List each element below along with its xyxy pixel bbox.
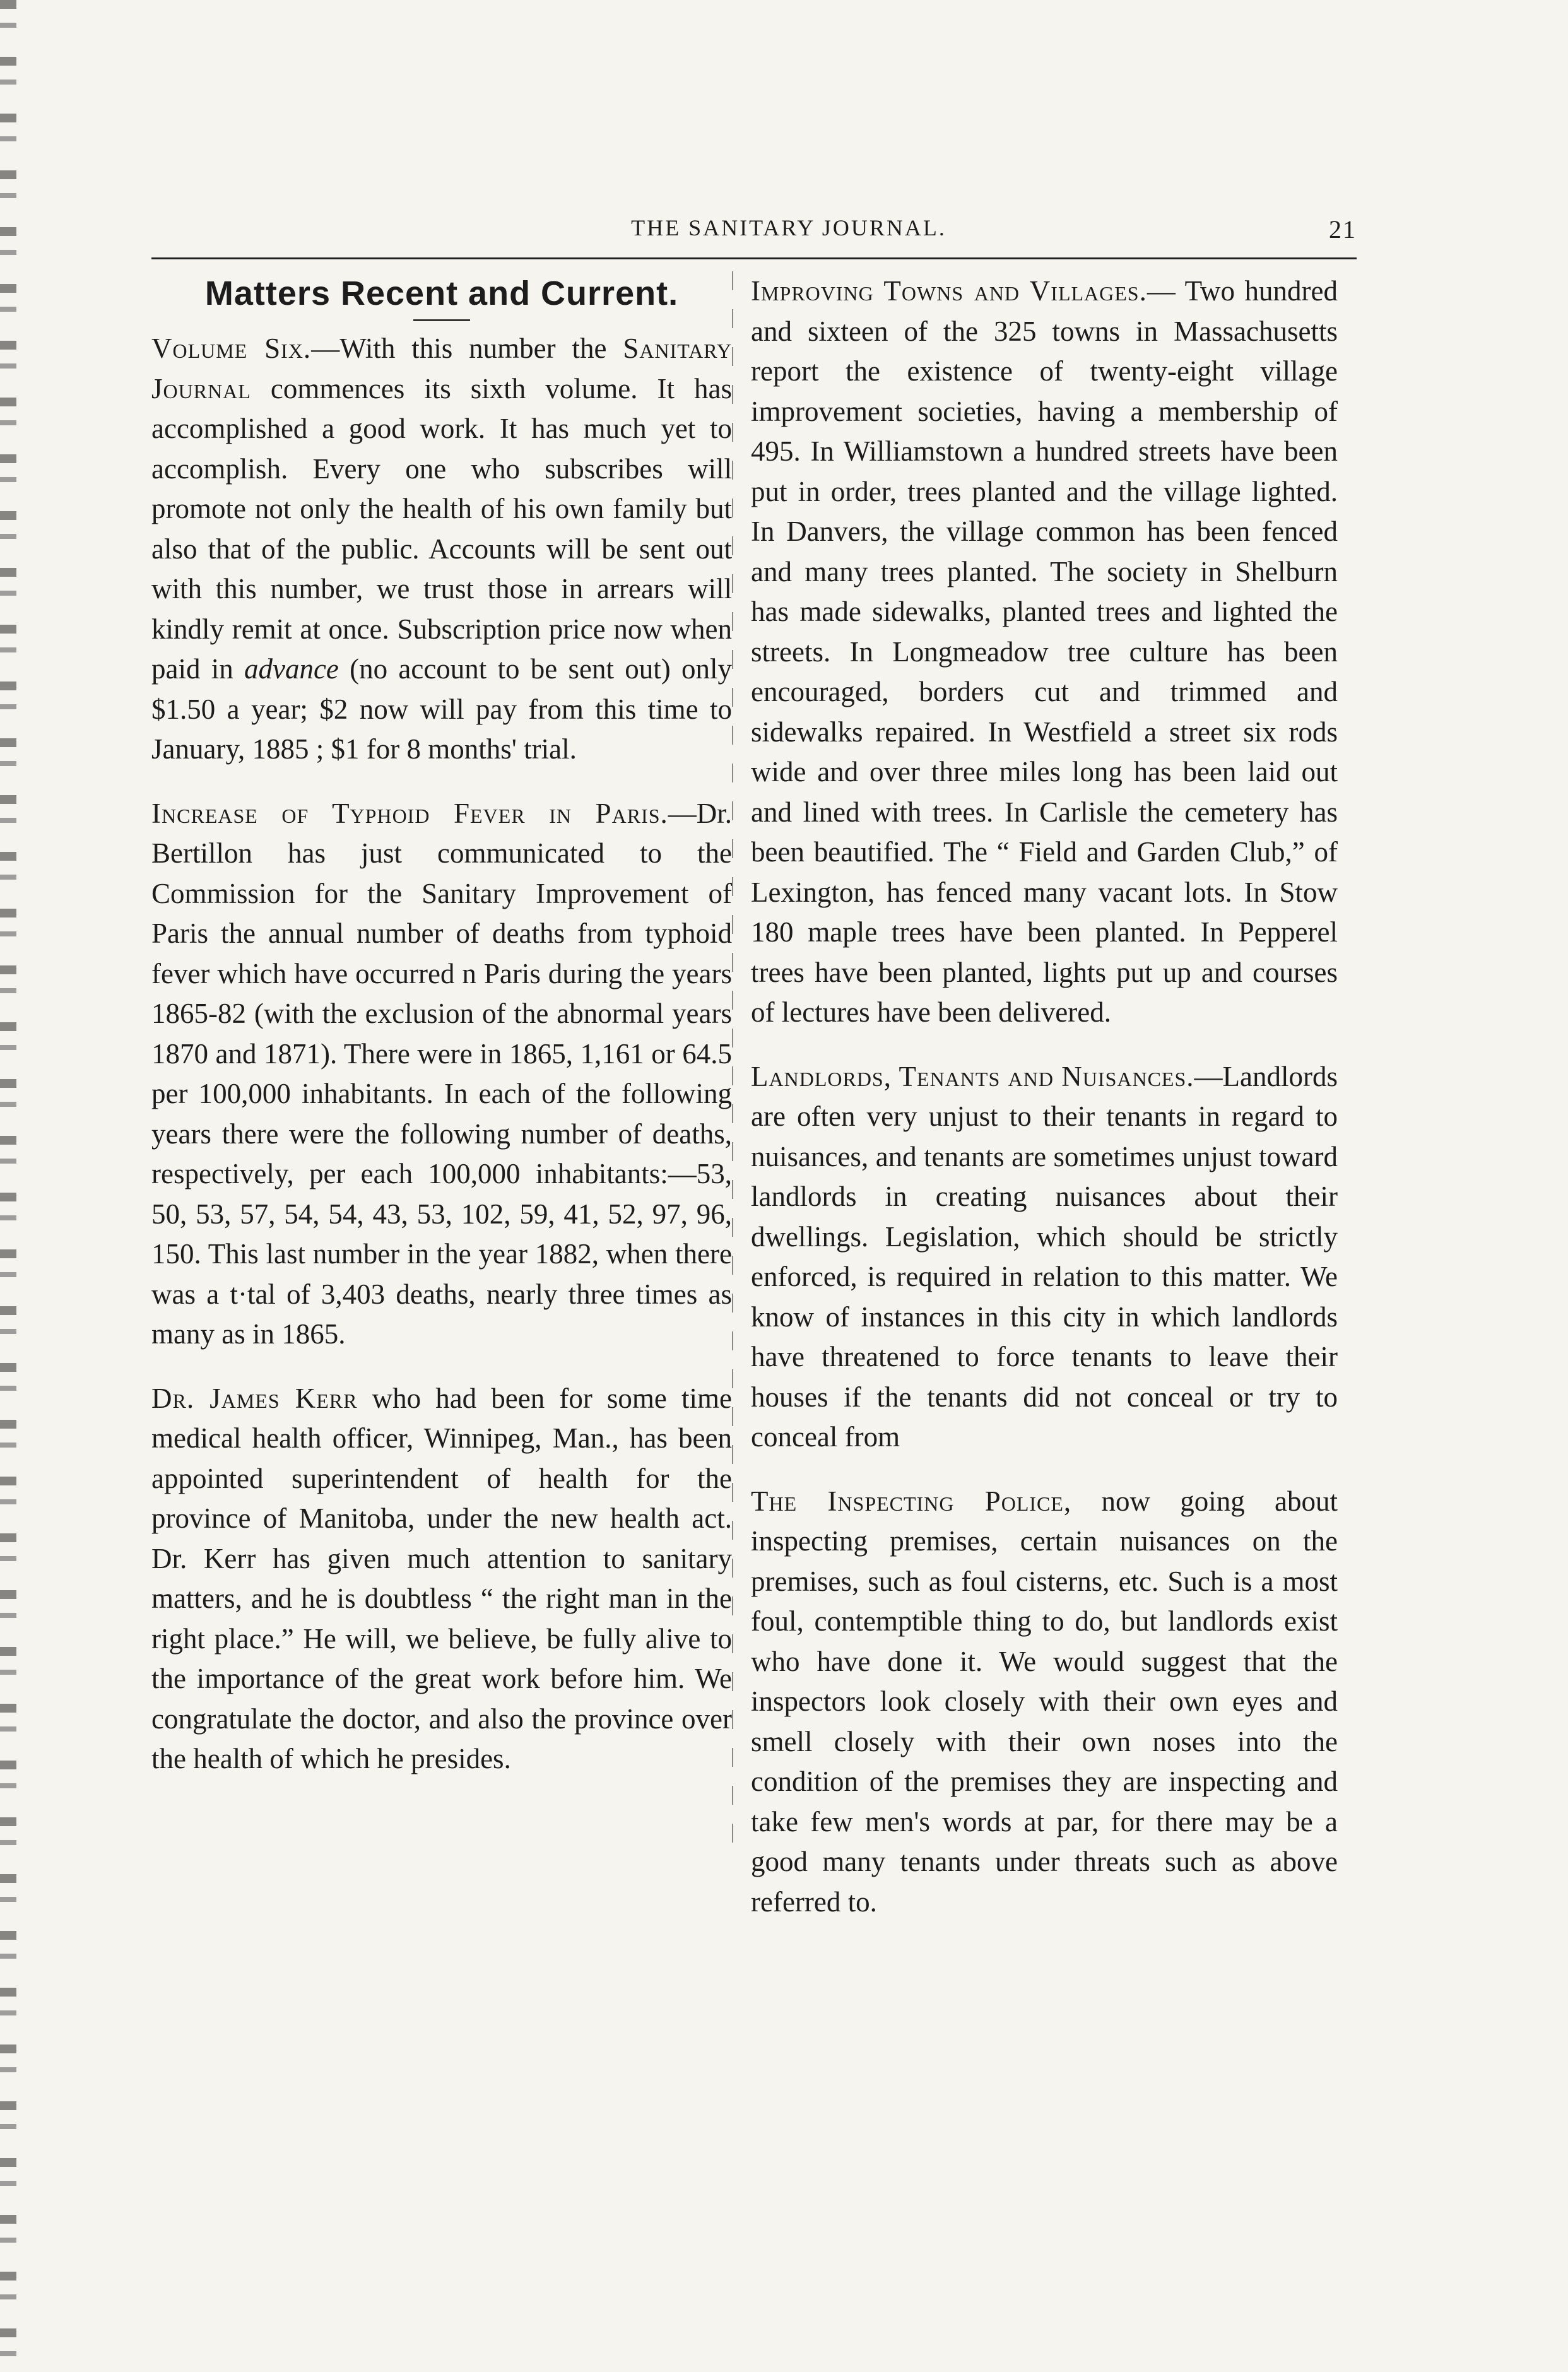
paragraph-lead: The Inspecting Police, [751,1485,1072,1517]
paragraph-volume-six [151,329,732,770]
paragraph-james-kerr [151,1379,732,1779]
paragraph-lead: Landlords, Tenants and Nuisances. [751,1060,1194,1092]
paragraph-text: —Dr. Bertillon has just communicated to the Commission for the Sanitary Improvement of Paris the annual number of deaths from typhoid fever which have occurred n Paris during the years 1865-82 (with the exclusion of the abnormal years 1870 and 1871). There were in 1865, 1,161 or 64.5 per 100,000 inhabitants. In each of the following years there were the following number of deaths, respectively, per each 100,000 inhabitants:—53, 50, 53, 57, 54, 54, 43, 53, 102, 59, 41, 52, 97, 96, 150. This last number in the year 1882, when there was a t·tal of 3,403 deaths, nearly three times as many as in 1865. [151,797,732,1350]
binding-edge [0,0,16,2372]
right-column [751,271,1338,1946]
paragraph-lead: Improving Towns and Villages. [751,275,1147,307]
column-divider [732,271,733,1849]
paragraph-lead: Increase of Typhoid Fever in Paris. [151,797,668,829]
paragraph-text: who had been for some time medical health officer, Winnipeg, Man., has been appointed superintendent of health for the province of Manitoba, under the new health act. Dr. Kerr has given much attention to sanitary matters, and he is doubtless “ the right man in the right place.” He will, we believe, be fully alive to the importance of the great work before him. We congratulate the doctor, and also the province over the health of which he presides. [151,1382,732,1774]
paragraph-improving-towns [751,271,1338,1033]
paragraph-text: (no account to be sent out) only $1.50 a year; $2 now will pay from this time to January, 1885 ; $1 for 8 months' trial. [151,653,732,765]
journal-name: Sanitary Journal [151,333,732,404]
running-title: THE SANITARY JOURNAL. [631,215,946,240]
paragraph-lead: Dr. James Kerr [151,1382,358,1414]
paragraph-lead: Volume Six. [151,333,312,364]
paragraph-text: — Two hundred and sixteen of the 325 towns in Massachusetts report the existence of twenty-eight village improvement societies, having a membership of 495. In Williamstown a hundred streets have been put in order, trees planted and the village lighted. In Danvers, the village common has been fenced and many trees planted. The society in Shelburn has made sidewalks, planted trees and lighted the streets. In Longmeadow tree culture has been encouraged, borders cut and trimmed and sidewalks repaired. In Westfield a street six rods wide and over three miles long has been laid out and lined with trees. In Carlisle the cemetery has been beautified. The “ Field and Garden Club,” of Lexington, has fenced many vacant lots. In Stow 180 maple trees have been planted. In Pepperel trees have been planted, lights put up and courses of lectures have been delivered. [751,275,1338,1028]
paragraph-text: —With this number the [311,333,623,364]
paragraph-text: commences its sixth volume. It has accomplished a good work. It has much yet to accomplish. Every one who subscribes will promote not only the health of his own family but also that of the public. Accounts will be sent out with this number, we trust those in arrears will kindly remit at once. Subscription price now when paid in [151,372,732,685]
paragraph-landlords [751,1057,1338,1458]
running-head [151,215,1357,252]
title-rule [413,319,470,321]
page-number: 21 [1329,215,1357,244]
left-column [151,271,732,1803]
section-title: Matters Recent and Current. [204,274,679,312]
paragraph-typhoid-paris [151,794,732,1355]
header-rule [151,257,1357,259]
paragraph-text: —Landlords are often very unjust to their tenants in regard to nuisances, and tenants are sometimes unjust toward landlords in creating nuisances about their dwellings. Legislation, which should be strictly enforced, is required in relation to this matter. We know of instances in this city in which landlords have threatened to force tenants to leave their houses if the tenants did not conceal or try to conceal from [751,1060,1338,1453]
paragraph-inspecting-police [751,1482,1338,1923]
paragraph-text: now going about inspecting premises, certain nuisances on the premises, such as foul cisterns, etc. Such is a most foul, contemptible thing to do, but landlords exist who have done it. We would suggest that the inspectors look closely with their own eyes and smell closely with their own noses into the condition of the premises they are inspecting and take few men's words at par, for there may be a good many tenants under threats such as above referred to. [751,1485,1338,1918]
emphasis-text: advance [244,653,339,685]
